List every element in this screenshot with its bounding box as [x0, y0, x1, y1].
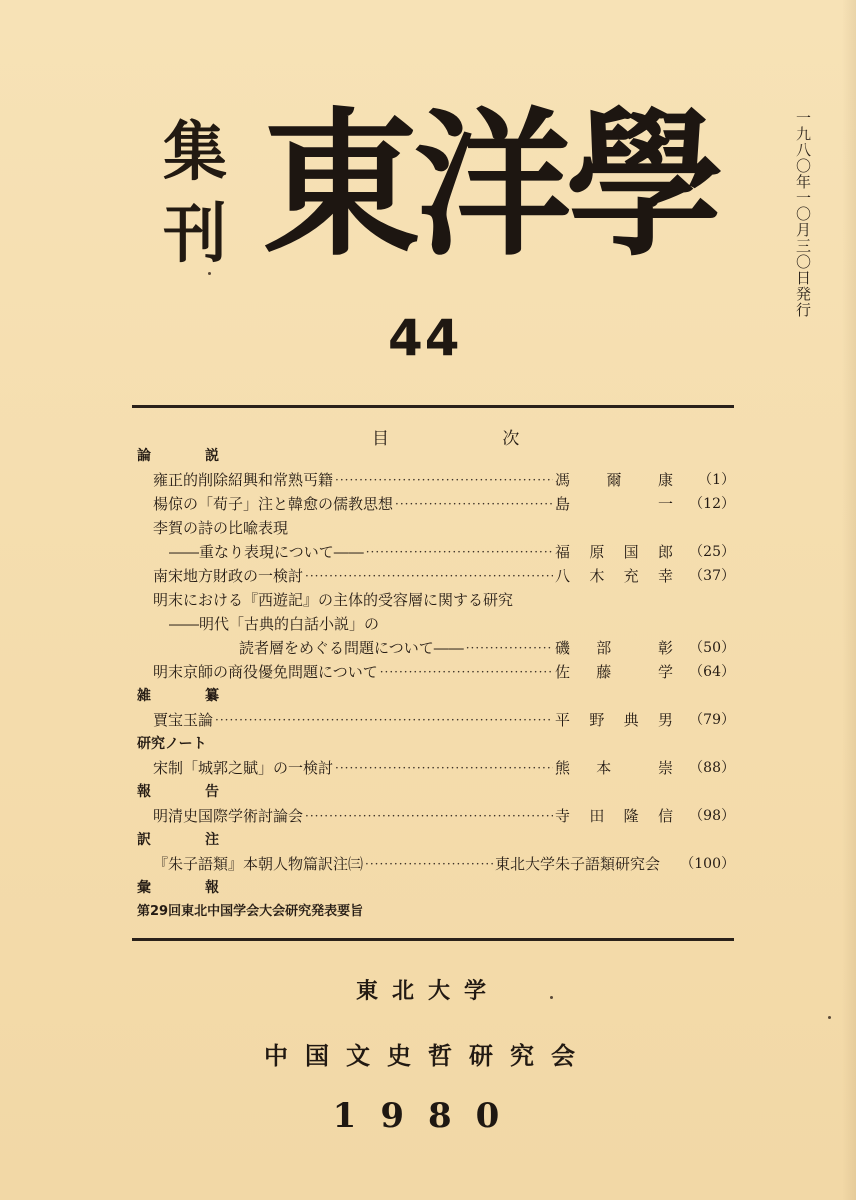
- series-label: [160, 112, 230, 276]
- toc-bottom-rule: [132, 938, 734, 941]
- toc-entry-page: （12）: [689, 496, 735, 512]
- paper-speck: [828, 1016, 831, 1019]
- toc-heading-char-1: 目: [372, 429, 389, 449]
- toc-entry-author: 寺田隆信: [555, 807, 673, 825]
- toc-entry-page: （50）: [689, 640, 735, 656]
- toc-entry: [135, 468, 735, 492]
- toc-entry-title: 楊倞の「荀子」注と韓愈の儒教思想: [153, 495, 394, 513]
- toc-leader-dots: [215, 708, 553, 732]
- toc-heading-char-2: 次: [502, 429, 520, 449]
- publisher-society: 中国文史哲研究会: [264, 1042, 592, 1070]
- toc-entry-title: ――明代「古典的白話小説」の: [169, 615, 380, 633]
- toc-entry-title: 賈宝玉論: [153, 711, 214, 729]
- toc-category: [135, 444, 735, 468]
- toc-category: [135, 780, 735, 804]
- toc-category-label: 雑 纂: [137, 688, 239, 704]
- table-of-contents: [135, 444, 735, 924]
- toc-category-label: 報 告: [137, 784, 239, 800]
- toc-entry: [135, 564, 735, 588]
- toc-entry-title: ――重なり表現について――: [169, 543, 364, 561]
- toc-entry: [135, 852, 735, 876]
- toc-entry: [135, 636, 735, 660]
- toc-entry-title: 明末における『西遊記』の主体的受容層に関する研究: [153, 591, 514, 609]
- toc-leader-dots: [305, 564, 553, 588]
- toc-entry-author: 福原国郎: [555, 543, 673, 561]
- journal-title: 東洋學: [262, 93, 718, 278]
- toc-entry-author: 東北大学朱子語類研究会: [495, 855, 661, 873]
- toc-entry-page: （64）: [689, 664, 735, 680]
- toc-leader-dots: [380, 660, 553, 684]
- toc-leader-dots: [365, 852, 493, 876]
- toc-leader-dots: [395, 492, 553, 516]
- toc-entry-page: （1）: [698, 472, 735, 488]
- toc-category: [135, 828, 735, 852]
- toc-category: [135, 684, 735, 708]
- toc-entry-page: （88）: [689, 760, 735, 776]
- toc-category: [135, 876, 735, 900]
- series-char-1: 集: [163, 116, 227, 190]
- toc-entry-page: （25）: [689, 544, 735, 560]
- toc-entry-title: 南宋地方財政の一検討: [153, 567, 304, 585]
- publisher-university: 東北大学: [355, 979, 500, 1004]
- toc-entry-author: 佐 藤 学: [555, 663, 673, 681]
- toc-entry: [135, 708, 735, 732]
- toc-top-rule: [132, 405, 734, 408]
- publication-date: 一九八〇年一〇月三〇日発行: [794, 110, 812, 318]
- toc-entry: [135, 540, 735, 564]
- toc-entry-author: 平野典男: [555, 711, 673, 729]
- toc-entry-title: 読者層をめぐる問題について――: [239, 639, 464, 657]
- toc-note: 第29回東北中国学会大会研究発表要旨: [137, 904, 364, 919]
- toc-entry-author: 島 一: [555, 495, 673, 513]
- toc-entry-page: （79）: [689, 712, 735, 728]
- toc-entry: [135, 804, 735, 828]
- toc-entry-page: （98）: [689, 808, 735, 824]
- toc-entry-title: 宋制「城郭之賦」の一検討: [153, 759, 334, 777]
- toc-entry: [135, 492, 735, 516]
- toc-entry-author: 熊 本 崇: [555, 759, 673, 777]
- toc-entry-title: 明清史国際学術討論会: [153, 807, 304, 825]
- toc-entry: [135, 660, 735, 684]
- toc-category-label: 彙 報: [137, 880, 239, 896]
- series-char-2: 刊: [163, 198, 227, 272]
- toc-category-label: 研究ノート: [137, 736, 207, 752]
- toc-entry-title: 『朱子語類』本朝人物篇訳注㈢: [153, 855, 364, 873]
- toc-entry-author: 磯 部 彰: [555, 639, 673, 657]
- toc-leader-dots: [335, 756, 553, 780]
- toc-leader-dots: [466, 636, 553, 660]
- toc-category-label: 論 説: [137, 448, 239, 464]
- toc-leader-dots: [366, 540, 553, 564]
- toc-leader-dots: [335, 468, 553, 492]
- toc-entry-title: 李賀の詩の比喩表現: [153, 519, 289, 537]
- paper-speck: [208, 272, 211, 275]
- toc-entry-author: 馮 爾 康: [555, 471, 673, 489]
- paper-speck: [550, 996, 553, 999]
- toc-entry-page: （100）: [680, 856, 735, 872]
- toc-entry-title: 雍正的削除紹興和常熟丐籍: [153, 471, 334, 489]
- toc-entry: [135, 756, 735, 780]
- toc-entry-author: 八木充幸: [555, 567, 673, 585]
- toc-entry-page: （37）: [689, 568, 735, 584]
- publication-year: 1980: [332, 1096, 524, 1136]
- issue-number: 44: [388, 309, 462, 367]
- toc-entry-title: 明末京師の商役優免問題について: [153, 663, 378, 681]
- toc-category-label: 訳 注: [137, 832, 239, 848]
- toc-category: [135, 732, 735, 756]
- toc-leader-dots: [305, 804, 553, 828]
